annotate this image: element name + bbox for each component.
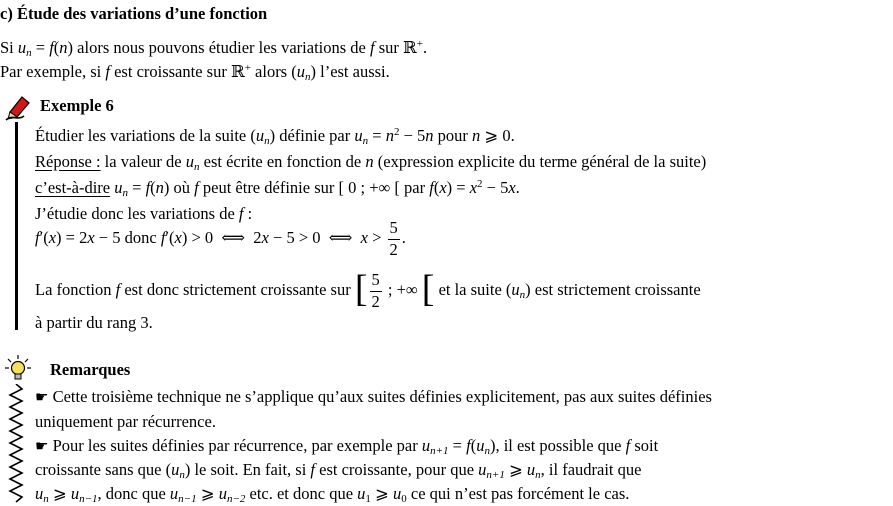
zigzag-border bbox=[8, 384, 24, 504]
remark-2-line-2: croissante sans que $(u_n)$ le soit. En fait, si f est croissante, pour que $u_{n+1}$ ⩾ $u_n$, il faudrait que bbox=[35, 460, 642, 481]
remark-1-line-2: uniquement par récurrence. bbox=[35, 412, 216, 431]
pencil-icon bbox=[4, 94, 32, 122]
intro-line-2: Par exemple, si f est croissante sur ℝ+ alors $(u_n)$ l’est aussi. bbox=[0, 62, 390, 83]
conclusion-line: La fonction f est donc strictement croissante sur [ $\frac{5}{2}$ ; +∞ [ et la suite $(u_n)$ est strictement croissante bbox=[35, 268, 701, 311]
conclusion-line-2: à partir du rang 3. bbox=[35, 313, 153, 332]
remark-2-line-3: $u_n$ ⩾ $u_{n-1}$, donc que $u_{n-1}$ ⩾ $u_{n-2}$ etc. et donc que $u_1$ ⩾ $u_0$ ce qui n’est pas forcément le cas. bbox=[35, 484, 630, 505]
section-heading: c) Étude des variations d’une fonction bbox=[0, 4, 268, 23]
answer-line-3: J’étudie donc les variations de f : bbox=[35, 204, 253, 223]
example-question: Étudier les variations de la suite $(u_n)$ définie par $u_n = n^2 - 5n$ pour n ⩾ 0. bbox=[35, 126, 515, 147]
answer-line-2: c’est-à-dire $u_n = f(n)$ où f peut être définie sur [ 0 ; +∞ [ par $f(x) = x^2 - 5x$. bbox=[35, 178, 520, 199]
hand-pointing-icon: ☛ bbox=[35, 390, 49, 406]
remarks-title: Remarques bbox=[50, 360, 131, 379]
lightbulb-icon bbox=[4, 354, 32, 384]
intro-line-1: Si $u_n = f(n)$ alors nous pouvons étudier les variations de f sur ℝ+. bbox=[0, 38, 428, 59]
answer-line-1: Réponse : la valeur de $u_n$ est écrite en fonction de n (expression explicite du terme général de la suite) bbox=[35, 152, 707, 173]
remark-1-line-1: ☛ Cette troisième technique ne s’applique qu’aux suites définies explicitement, pas aux suites définies bbox=[35, 387, 712, 406]
remark-2-line-1: ☛ Pour les suites définies par récurrence, par exemple par $u_{n+1} = f(u_n)$, il est possible que f soit bbox=[35, 436, 659, 457]
hand-pointing-icon: ☛ bbox=[35, 439, 49, 455]
derivative-line: f′(x) = 2x − 5 donc f′(x) > 0 ⟺ 2x − 5 > 0 ⟺ x > $\frac{5}{2}$ . bbox=[35, 218, 406, 259]
example-left-rule bbox=[15, 122, 18, 330]
example-title: Exemple 6 bbox=[40, 96, 114, 115]
